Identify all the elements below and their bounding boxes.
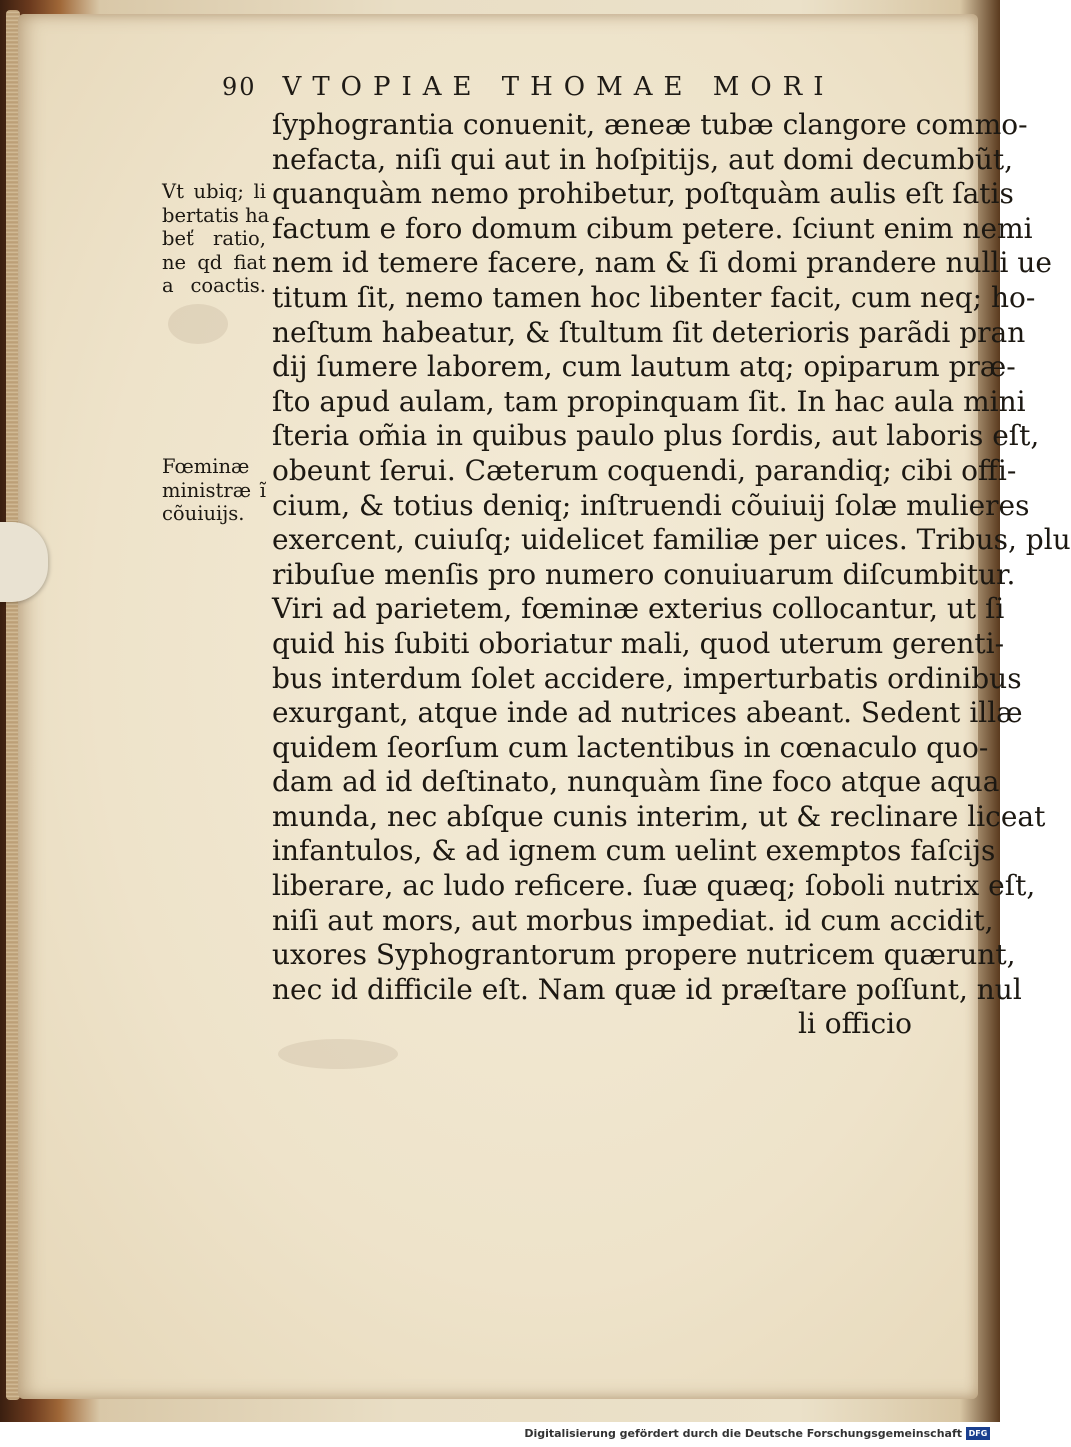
dfg-logo-icon: DFG [966,1427,990,1440]
text-line: uxores Syphograntorum propere nutricem quærunt, [272,938,1016,972]
marginal-note-line: ministræ ĩ [162,478,266,502]
text-line: titum ſit, nemo tamen hoc libenter facit, cum neq; ho- [272,280,1036,314]
text-line: exercent, cuiuſq; uidelicet familiæ per uices. Tribus, plu [272,523,1071,557]
text-line: quanquàm nemo prohibetur, poſtquàm aulis eſt ſatis [272,177,1014,211]
marginal-note [162,180,270,298]
marginal-note-line: a coactis. [162,274,266,297]
text-line: ſto apud aulam, tam propinquam ſit. In hac aula mini [272,384,1026,418]
funding-credit: Digitalisierung gefördert durch die Deutsche Forschungsgemeinschaft [524,1427,962,1440]
text-line: nec id difficile eſt. Nam quæ id præſtare poſſunt, nul [272,972,1022,1006]
text-line: dij ſumere laborem, cum lautum atq; opiparum præ- [272,350,1016,384]
marginal-note-line: bertatis ha [162,203,270,227]
footer-bar [0,1422,1000,1447]
text-line: ſyphograntia conuenit, æneæ tubæ clangore commo- [272,108,1028,141]
text-line: quidem ſeorſum cum lactentibus in cœnaculo quo- [272,730,989,764]
text-line: infantulos, & ad ignem cum uelint exemptos faſcijs [272,834,996,868]
text-line: Viri ad parietem, fœminæ exterius collocantur, ut ſi [272,592,1005,626]
text-line: exurgant, atque inde ad nutrices abeant. Sedent illæ [272,696,1023,730]
text-line: neſtum habeatur, & ſtultum ſit deterioris parãdi pran [272,315,1026,349]
marginal-note-line: Vt ubiq; li [162,180,266,203]
text-line: ſteria om̃ia in quibus paulo plus ſordis, aut laboris eſt, [272,419,1040,453]
text-line: liberare, ac ludo reficere. ſuæ quæq; ſoboli nutrix eſt, [272,869,1036,903]
marginal-note-line: cõuiuijs. [162,502,245,525]
text-line: ribuſue menſis pro numero conuiuarum diſcumbitur. [272,557,1016,591]
marginal-note-line: Fœminæ [162,455,250,478]
text-line: dam ad id deſtinato, nunquàm ſine foco atque aqua [272,765,1000,799]
text-line: nem id temere facere, nam & ſi domi prandere nulli ue [272,246,1052,280]
text-line: factum e foro domum cibum petere. ſciunt enim nemi [272,211,1033,245]
text-line: munda, nec abſque cunis interim, ut & reclinare liceat [272,799,1046,833]
marginal-note [162,455,266,526]
page-number: 90 [222,73,257,101]
text-line: obeunt ſerui. Cæterum coquendi, parandiq; cibi offi- [272,453,1017,487]
marginal-note-line: ne qd fiat [162,250,266,274]
paper-stain [278,1039,398,1069]
text-line: bus interdum ſolet accidere, imperturbatis ordinibus [272,661,1022,695]
marginal-note-line: beť ratio, [162,227,266,250]
text-line: quid his ſubiti oboriatur mali, quod uterum gerenti- [272,626,1005,660]
paper-stain [168,304,228,344]
main-text-block [272,108,1071,1042]
text-line: cium, & totius deniq; inſtruendi cõuiuij ſolæ mulieres [272,488,1030,522]
running-title: VTOPIAE THOMAE MORI [282,72,835,102]
text-line: nefacta, niſi qui aut in hoſpitijs, aut domi decumbũt, [272,142,1014,176]
text-line: niſi aut mors, aut morbus impediat. id cum accidit, [272,903,994,937]
running-header [222,70,912,104]
catchword: li officio [797,1007,912,1041]
